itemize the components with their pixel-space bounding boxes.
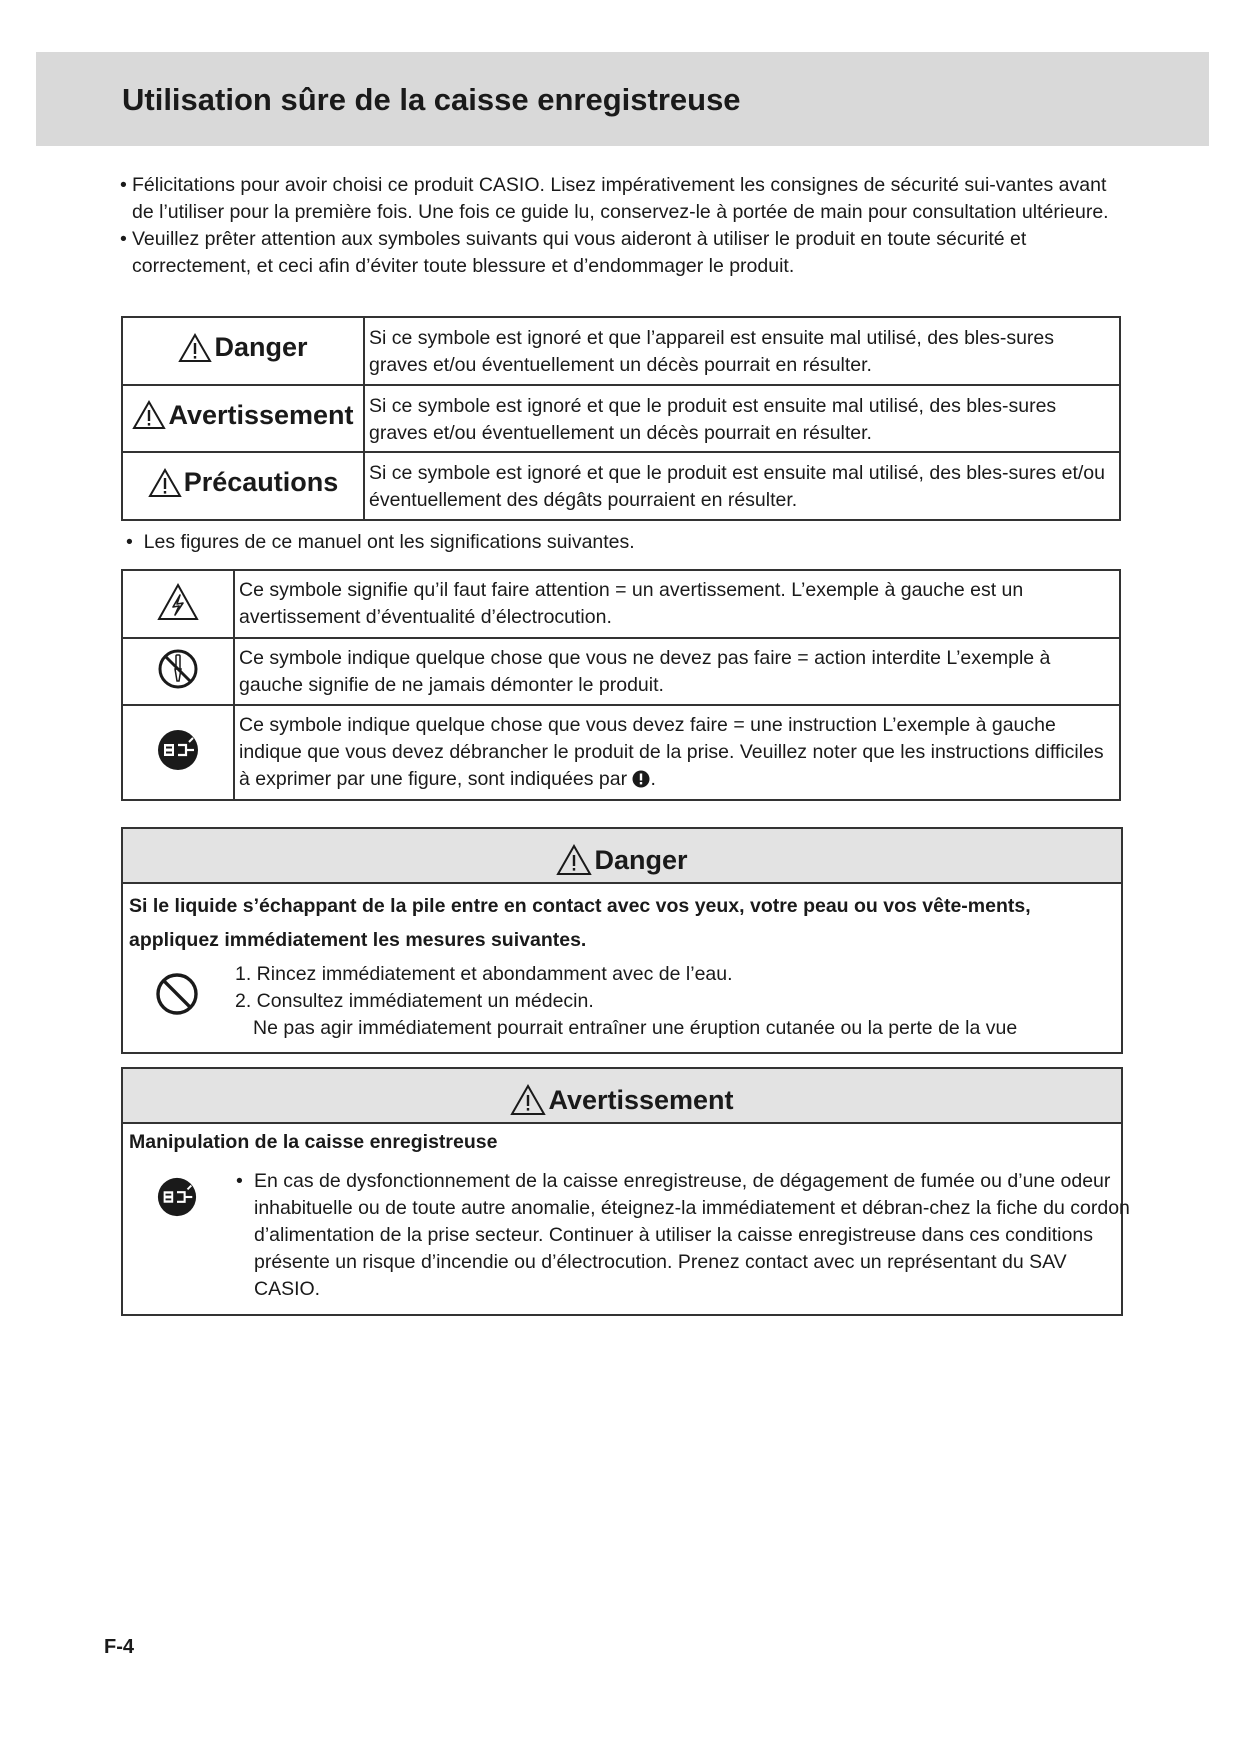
page-title: Utilisation sûre de la caisse enregistreuse	[122, 82, 741, 117]
warning-box-heading: Avertissement	[548, 1084, 734, 1115]
danger-step: 1. Rincez immédiatement et abondamment avec de l’eau.	[235, 963, 733, 985]
hazard-levels-table	[121, 316, 1121, 521]
title-bar	[36, 52, 1209, 146]
danger-box	[121, 827, 1123, 1054]
figures-note-text: Les figures de ce manuel ont les significations suivantes.	[143, 531, 635, 553]
intro-section	[120, 172, 1120, 280]
symbol-row	[122, 705, 1120, 800]
symbol-icon-cell	[122, 705, 234, 800]
intro-bullet	[120, 172, 1120, 226]
no-disassembly-icon	[156, 647, 200, 691]
warning-box-lead: Manipulation de la caisse enregistreuse	[129, 1131, 498, 1153]
symbol-icon-cell	[122, 570, 234, 638]
hazard-level-desc: Si ce symbole est ignoré et que l’appareil est ensuite mal utilisé, des bles-sures graves et/ou éventuellement un décès pourrait en résulter.	[364, 317, 1120, 385]
hazard-level-label: Danger	[214, 332, 308, 363]
danger-box-header	[123, 829, 1121, 884]
symbol-row	[122, 570, 1120, 638]
warning-triangle-icon	[178, 333, 212, 363]
warning-box	[121, 1067, 1130, 1316]
warning-bullet-text: En cas de dysfonctionnement de la caisse enregistreuse, de dégagement de fumée ou d’une odeur inhabituelle ou de toute autre anomalie, éteignez-la immédiatement et débran-chez la fiche du cordon d’alimentation de la prise secteur. Continuer à utiliser la caisse enregistreuse dans ces conditions présente un risque d’incendie ou d’électrocution. Prenez contact avec un représentant du SAV CASIO.	[254, 1170, 1130, 1300]
danger-steps	[235, 961, 1017, 1042]
hazard-level-label-cell	[122, 317, 364, 385]
symbol-desc: Ce symbole indique quelque chose que vous ne devez pas faire = action interdite L’exemple à gauche signifie de ne jamais démonter le produit.	[234, 638, 1120, 705]
symbol-desc-suffix: .	[650, 768, 656, 790]
hazard-level-row	[122, 317, 1120, 385]
intro-bullet-text: Veuillez prêter attention aux symboles suivants qui vous aideront à utiliser le produit en toute sécurité et correctement, et ceci afin d’éviter toute blessure et d’endommager le produit.	[132, 228, 1027, 277]
bullet-dot: •	[120, 228, 127, 250]
exclamation-circle-icon	[632, 770, 650, 788]
unplug-icon	[156, 728, 200, 772]
hazard-level-label-cell	[122, 452, 364, 520]
danger-consequence: Ne pas agir immédiatement pourrait entraîner une éruption cutanée ou la perte de la vue	[253, 1017, 1018, 1039]
danger-step: 2. Consultez immédiatement un médecin.	[235, 990, 594, 1012]
unplug-icon	[156, 1176, 198, 1218]
hazard-level-desc: Si ce symbole est ignoré et que le produit est ensuite mal utilisé, des bles-sures et/ou éventuellement des dégâts pourraient en résulter.	[364, 452, 1120, 520]
hazard-level-desc: Si ce symbole est ignoré et que le produit est ensuite mal utilisé, des bles-sures graves et/ou éventuellement un décès pourrait en résulter.	[364, 385, 1120, 452]
symbol-desc: Ce symbole signifie qu’il faut faire attention = un avertissement. L’exemple à gauche est un avertissement d’éventualité d’électrocution.	[234, 570, 1120, 638]
bullet-dot: •	[120, 174, 127, 196]
symbol-row	[122, 638, 1120, 705]
symbol-desc-text: Ce symbole indique quelque chose que vous devez faire = une instruction L’exemple à gauche indique que vous devez débrancher le produit de la prise. Veuillez noter que les instructions difficiles à exprimer par une figure, sont indiquées par	[239, 714, 1104, 790]
hazard-level-label: Précautions	[183, 467, 339, 498]
warning-triangle-icon	[510, 1084, 546, 1116]
warning-box-header	[123, 1069, 1121, 1124]
warning-triangle-icon	[132, 400, 166, 430]
symbols-table	[121, 569, 1121, 801]
hazard-level-label-cell	[122, 385, 364, 452]
hazard-level-row	[122, 452, 1120, 520]
warning-bullet	[236, 1168, 1136, 1303]
intro-bullet-text: Félicitations pour avoir choisi ce produit CASIO. Lisez impérativement les consignes de sécurité sui-vantes avant de l’utiliser pour la première fois. Une fois ce guide lu, conservez-le à portée de main pour consultation ultérieure.	[132, 174, 1109, 223]
symbol-icon-cell	[122, 638, 234, 705]
danger-box-lead: Si le liquide s’échappant de la pile entre en contact avec vos yeux, votre peau ou vos vête-ments, appliquez immédiatement les mesures suivantes.	[129, 895, 1031, 951]
hazard-level-row	[122, 385, 1120, 452]
bullet-dot: •	[126, 531, 133, 553]
hazard-level-label: Avertissement	[168, 399, 354, 430]
electric-shock-warning-icon	[156, 582, 200, 622]
figures-note	[126, 531, 635, 554]
warning-triangle-icon	[556, 844, 592, 876]
page-number: F-4	[104, 1636, 134, 1658]
warning-triangle-icon	[148, 468, 182, 498]
danger-box-body	[123, 957, 1121, 1047]
prohibited-icon	[154, 971, 200, 1017]
danger-box-heading: Danger	[594, 844, 688, 875]
intro-bullet	[120, 226, 1120, 280]
bullet-dot: •	[236, 1170, 243, 1192]
symbol-desc	[234, 705, 1120, 800]
warning-box-body	[123, 1156, 1130, 1306]
